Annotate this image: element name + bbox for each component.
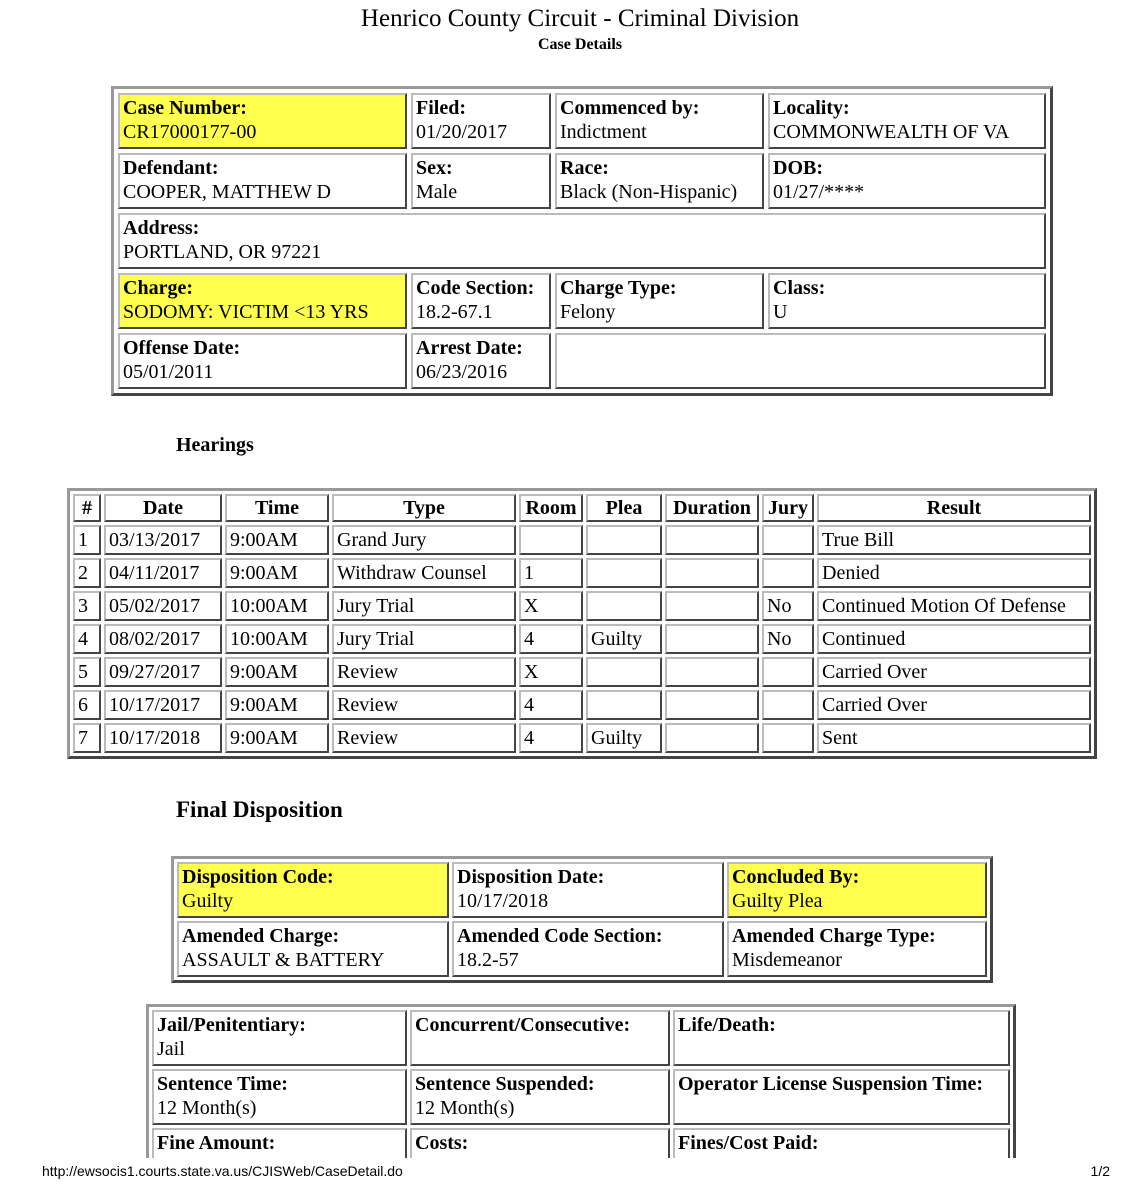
hearing-result-cell: True Bill <box>817 525 1091 555</box>
defendant-value: COOPER, MATTHEW D <box>123 181 331 203</box>
class-cell <box>768 273 1046 329</box>
sex-cell <box>411 153 551 209</box>
hearing-type-cell: Withdraw Counsel <box>332 558 516 588</box>
hearing-jury-cell: No <box>762 591 814 621</box>
charge-label: Charge: <box>123 277 193 299</box>
fine-amount-label: Fine Amount: <box>157 1132 276 1154</box>
hearing-type-cell: Grand Jury <box>332 525 516 555</box>
filed-value: 01/20/2017 <box>416 121 508 143</box>
address-value: PORTLAND, OR 97221 <box>123 241 322 263</box>
hearing-result-cell: Denied <box>817 558 1091 588</box>
hearing-result-cell: Sent <box>817 723 1091 753</box>
disposition-code-value: Guilty <box>182 890 234 912</box>
amended-charge-type-value: Misdemeanor <box>732 949 842 971</box>
hearing-time-cell: 10:00AM <box>225 624 329 654</box>
hearing-row <box>73 591 1091 621</box>
hearings-header-row <box>73 494 1091 522</box>
col-jury: Jury <box>762 494 814 522</box>
hearing-time-cell: 10:00AM <box>225 591 329 621</box>
amended-charge-value: ASSAULT & BATTERY <box>182 949 385 971</box>
commenced-by-value: Indictment <box>560 121 647 143</box>
sentence-time-cell <box>152 1069 407 1125</box>
col-number: # <box>73 494 101 522</box>
hearings-table <box>67 488 1097 759</box>
sentence-time-value: 12 Month(s) <box>157 1097 257 1119</box>
hearing-plea-cell <box>586 657 662 687</box>
hearing-row <box>73 723 1091 753</box>
hearing-type-cell: Jury Trial <box>332 591 516 621</box>
hearing-room-cell: X <box>519 591 583 621</box>
hearing-date-cell: 05/02/2017 <box>104 591 222 621</box>
final-disposition-heading: Final Disposition <box>176 797 343 822</box>
jail-penitentiary-value: Jail <box>157 1038 185 1060</box>
hearing-duration-cell <box>665 525 759 555</box>
filed-cell <box>411 93 551 149</box>
charge-type-cell <box>555 273 764 329</box>
hearing-result-cell: Continued Motion Of Defense <box>817 591 1091 621</box>
amended-charge-cell <box>177 921 449 977</box>
hearing-duration-cell <box>665 591 759 621</box>
case-details-table <box>111 86 1053 396</box>
hearing-duration-cell <box>665 690 759 720</box>
dob-label: DOB: <box>773 157 823 179</box>
page-title: Henrico County Circuit - Criminal Division <box>360 5 800 32</box>
hearing-jury-cell <box>762 690 814 720</box>
address-label: Address: <box>123 217 200 239</box>
hearing-room-cell <box>519 525 583 555</box>
concluded-by-label: Concluded By: <box>732 866 860 888</box>
hearing-duration-cell <box>665 558 759 588</box>
hearing-jury-cell: No <box>762 624 814 654</box>
hearing-time-cell: 9:00AM <box>225 723 329 753</box>
hearing-row <box>73 690 1091 720</box>
jail-penitentiary-label: Jail/Penitentiary: <box>157 1014 306 1036</box>
hearing-type-cell: Review <box>332 723 516 753</box>
disposition-date-cell <box>452 862 724 918</box>
hearing-row <box>73 525 1091 555</box>
hearing-plea-cell <box>586 591 662 621</box>
col-type: Type <box>332 494 516 522</box>
sex-value: Male <box>416 181 458 203</box>
concluded-by-value: Guilty Plea <box>732 890 823 912</box>
empty-cell <box>555 333 1046 389</box>
hearing-number-cell: 6 <box>73 690 101 720</box>
commenced-by-cell <box>555 93 764 149</box>
locality-cell <box>768 93 1046 149</box>
footer-page-number: 1/2 <box>1090 1163 1110 1179</box>
sentence-suspended-label: Sentence Suspended: <box>415 1073 595 1095</box>
hearing-date-cell: 08/02/2017 <box>104 624 222 654</box>
hearings-heading: Hearings <box>176 434 254 456</box>
amended-code-section-cell <box>452 921 724 977</box>
hearing-room-cell: 4 <box>519 624 583 654</box>
hearings-body <box>73 525 1091 753</box>
filed-label: Filed: <box>416 97 466 119</box>
hearing-jury-cell <box>762 657 814 687</box>
dob-value: 01/27/**** <box>773 181 865 203</box>
code-section-cell <box>411 273 551 329</box>
hearing-type-cell: Jury Trial <box>332 624 516 654</box>
arrest-date-cell <box>411 333 551 389</box>
fines-cost-paid-label: Fines/Cost Paid: <box>678 1132 819 1154</box>
col-date: Date <box>104 494 222 522</box>
sentence-time-label: Sentence Time: <box>157 1073 288 1095</box>
col-plea: Plea <box>586 494 662 522</box>
locality-value: COMMONWEALTH OF VA <box>773 121 1010 143</box>
operator-license-label: Operator License Suspension Time: <box>678 1073 984 1095</box>
class-label: Class: <box>773 277 826 299</box>
disposition-date-value: 10/17/2018 <box>457 890 549 912</box>
hearing-type-cell: Review <box>332 690 516 720</box>
hearing-number-cell: 5 <box>73 657 101 687</box>
hearing-number-cell: 4 <box>73 624 101 654</box>
hearing-room-cell: 1 <box>519 558 583 588</box>
concurrent-consecutive-cell <box>410 1010 670 1066</box>
hearing-duration-cell <box>665 657 759 687</box>
hearing-duration-cell <box>665 624 759 654</box>
amended-charge-type-cell <box>727 921 987 977</box>
hearing-number-cell: 7 <box>73 723 101 753</box>
hearing-plea-cell: Guilty <box>586 723 662 753</box>
hearing-number-cell: 1 <box>73 525 101 555</box>
disposition-table <box>171 856 993 983</box>
hearing-date-cell: 03/13/2017 <box>104 525 222 555</box>
operator-license-cell <box>673 1069 1010 1125</box>
case-number-label: Case Number: <box>123 97 247 119</box>
life-death-label: Life/Death: <box>678 1014 776 1036</box>
hearing-plea-cell <box>586 558 662 588</box>
hearing-room-cell: X <box>519 657 583 687</box>
hearing-plea-cell: Guilty <box>586 624 662 654</box>
hearing-time-cell: 9:00AM <box>225 558 329 588</box>
col-result: Result <box>817 494 1091 522</box>
sentence-suspended-value: 12 Month(s) <box>415 1097 515 1119</box>
class-value: U <box>773 301 788 323</box>
hearing-room-cell: 4 <box>519 723 583 753</box>
hearing-plea-cell <box>586 690 662 720</box>
hearing-room-cell: 4 <box>519 690 583 720</box>
amended-charge-type-label: Amended Charge Type: <box>732 925 936 947</box>
hearing-row <box>73 624 1091 654</box>
commenced-by-label: Commenced by: <box>560 97 700 119</box>
case-number-value: CR17000177-00 <box>123 121 257 143</box>
hearing-plea-cell <box>586 525 662 555</box>
amended-code-section-value: 18.2-57 <box>457 949 519 971</box>
offense-date-value: 05/01/2011 <box>123 361 214 383</box>
locality-label: Locality: <box>773 97 850 119</box>
hearing-jury-cell <box>762 558 814 588</box>
charge-type-label: Charge Type: <box>560 277 677 299</box>
charge-value: SODOMY: VICTIM <13 YRS <box>123 301 369 323</box>
case-number-cell <box>118 93 407 149</box>
defendant-cell <box>118 153 407 209</box>
charge-type-value: Felony <box>560 301 616 323</box>
code-section-label: Code Section: <box>416 277 535 299</box>
charge-cell <box>118 273 407 329</box>
sex-label: Sex: <box>416 157 453 179</box>
arrest-date-label: Arrest Date: <box>416 337 523 359</box>
hearing-date-cell: 10/17/2017 <box>104 690 222 720</box>
col-time: Time <box>225 494 329 522</box>
hearing-date-cell: 09/27/2017 <box>104 657 222 687</box>
hearing-date-cell: 04/11/2017 <box>104 558 222 588</box>
hearing-type-cell: Review <box>332 657 516 687</box>
hearing-row <box>73 657 1091 687</box>
hearing-duration-cell <box>665 723 759 753</box>
amended-charge-label: Amended Charge: <box>182 925 340 947</box>
footer-url: http://ewsocis1.courts.state.va.us/CJISWeb/CaseDetail.do <box>42 1163 403 1179</box>
hearing-time-cell: 9:00AM <box>225 657 329 687</box>
col-room: Room <box>519 494 583 522</box>
race-cell <box>555 153 764 209</box>
hearing-jury-cell <box>762 723 814 753</box>
col-duration: Duration <box>665 494 759 522</box>
disposition-date-label: Disposition Date: <box>457 866 605 888</box>
hearing-time-cell: 9:00AM <box>225 690 329 720</box>
concurrent-consecutive-label: Concurrent/Consecutive: <box>415 1014 631 1036</box>
hearing-time-cell: 9:00AM <box>225 525 329 555</box>
hearing-result-cell: Carried Over <box>817 657 1091 687</box>
offense-date-cell <box>118 333 407 389</box>
sentence-suspended-cell <box>410 1069 670 1125</box>
offense-date-label: Offense Date: <box>123 337 241 359</box>
jail-penitentiary-cell <box>152 1010 407 1066</box>
dob-cell <box>768 153 1046 209</box>
hearing-jury-cell <box>762 525 814 555</box>
concluded-by-cell <box>727 862 987 918</box>
costs-label: Costs: <box>415 1132 469 1154</box>
hearing-number-cell: 3 <box>73 591 101 621</box>
hearing-date-cell: 10/17/2018 <box>104 723 222 753</box>
amended-code-section-label: Amended Code Section: <box>457 925 663 947</box>
race-value: Black (Non-Hispanic) <box>560 181 738 203</box>
hearing-row <box>73 558 1091 588</box>
hearing-number-cell: 2 <box>73 558 101 588</box>
race-label: Race: <box>560 157 609 179</box>
disposition-code-cell <box>177 862 449 918</box>
code-section-value: 18.2-67.1 <box>416 301 493 323</box>
disposition-code-label: Disposition Code: <box>182 866 334 888</box>
hearing-result-cell: Carried Over <box>817 690 1091 720</box>
life-death-cell <box>673 1010 1010 1066</box>
page-subtitle: Case Details <box>538 36 622 53</box>
hearing-result-cell: Continued <box>817 624 1091 654</box>
arrest-date-value: 06/23/2016 <box>416 361 508 383</box>
address-cell <box>118 213 1046 269</box>
defendant-label: Defendant: <box>123 157 219 179</box>
